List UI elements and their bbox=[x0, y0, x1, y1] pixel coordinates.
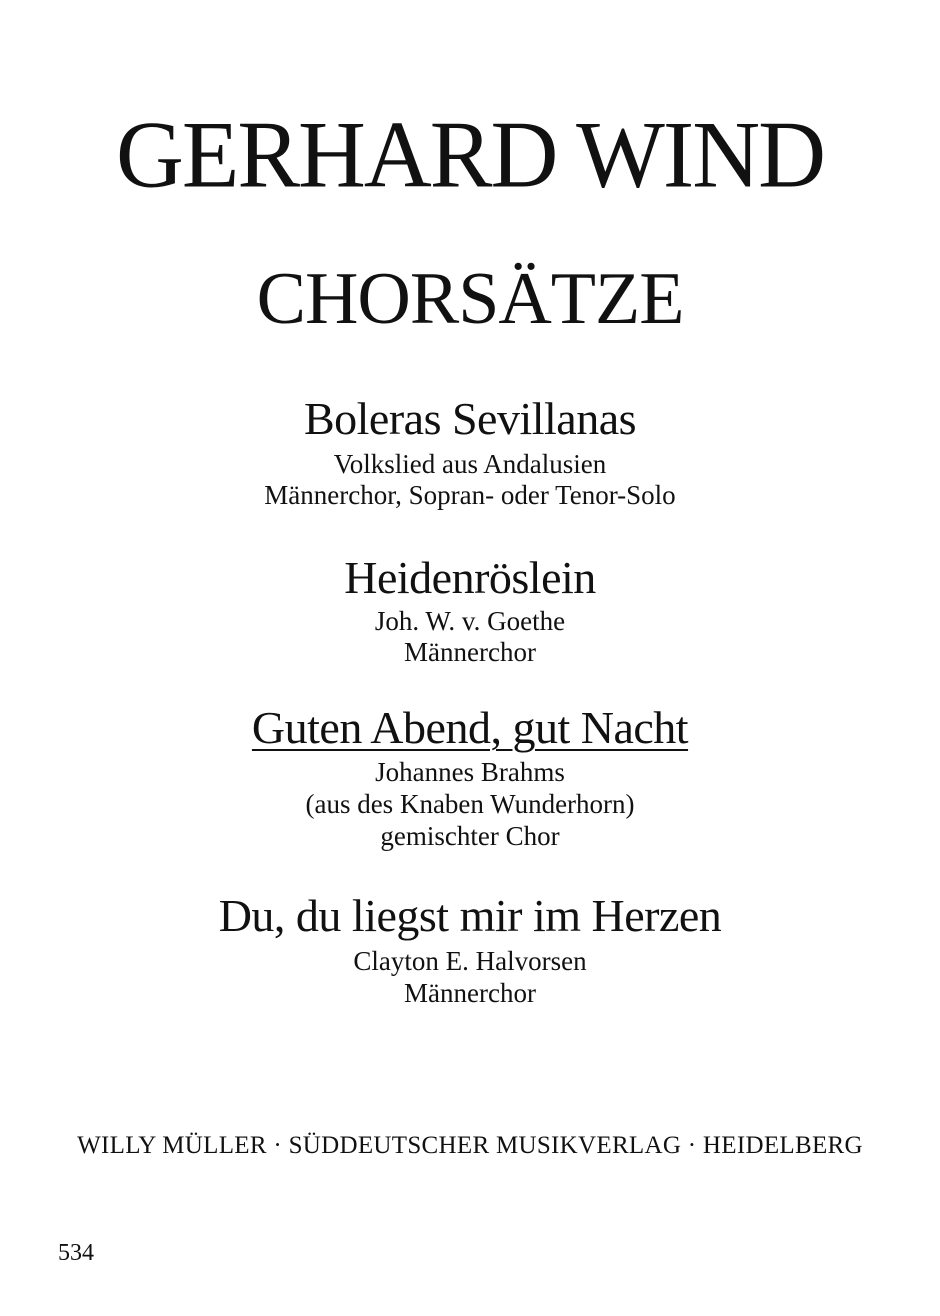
song-subtitle: Johannes Brahms bbox=[375, 757, 565, 787]
collection-title: CHORSÄTZE bbox=[256, 258, 684, 340]
page-number: 534 bbox=[58, 1240, 94, 1266]
song-title-boleras-sevillanas: Boleras Sevillanas bbox=[303, 393, 637, 444]
song-subtitle: Männerchor, Sopran- oder Tenor-Solo bbox=[264, 480, 676, 510]
publisher-line: WILLY MÜLLER · SÜDDEUTSCHER MUSIKVERLAG · HEIDELBERG bbox=[77, 1132, 863, 1159]
song-subtitle: Männerchor bbox=[404, 978, 536, 1008]
song-subtitle: Männerchor bbox=[404, 637, 536, 667]
song-subtitle: (aus des Knaben Wunderhorn) bbox=[305, 789, 635, 819]
song-title-guten-abend: Guten Abend, gut Nacht bbox=[251, 702, 689, 753]
song-subtitle: Clayton E. Halvorsen bbox=[353, 946, 587, 976]
song-title-heidenroeslein: Heidenröslein bbox=[344, 552, 596, 603]
composer-name: GERHARD WIND bbox=[116, 101, 824, 209]
song-subtitle: Joh. W. v. Goethe bbox=[374, 606, 566, 636]
song-subtitle: gemischter Chor bbox=[380, 821, 560, 851]
song-title-du-du-liegst: Du, du liegst mir im Herzen bbox=[218, 890, 722, 941]
song-subtitle: Volkslied aus Andalusien bbox=[333, 449, 607, 479]
